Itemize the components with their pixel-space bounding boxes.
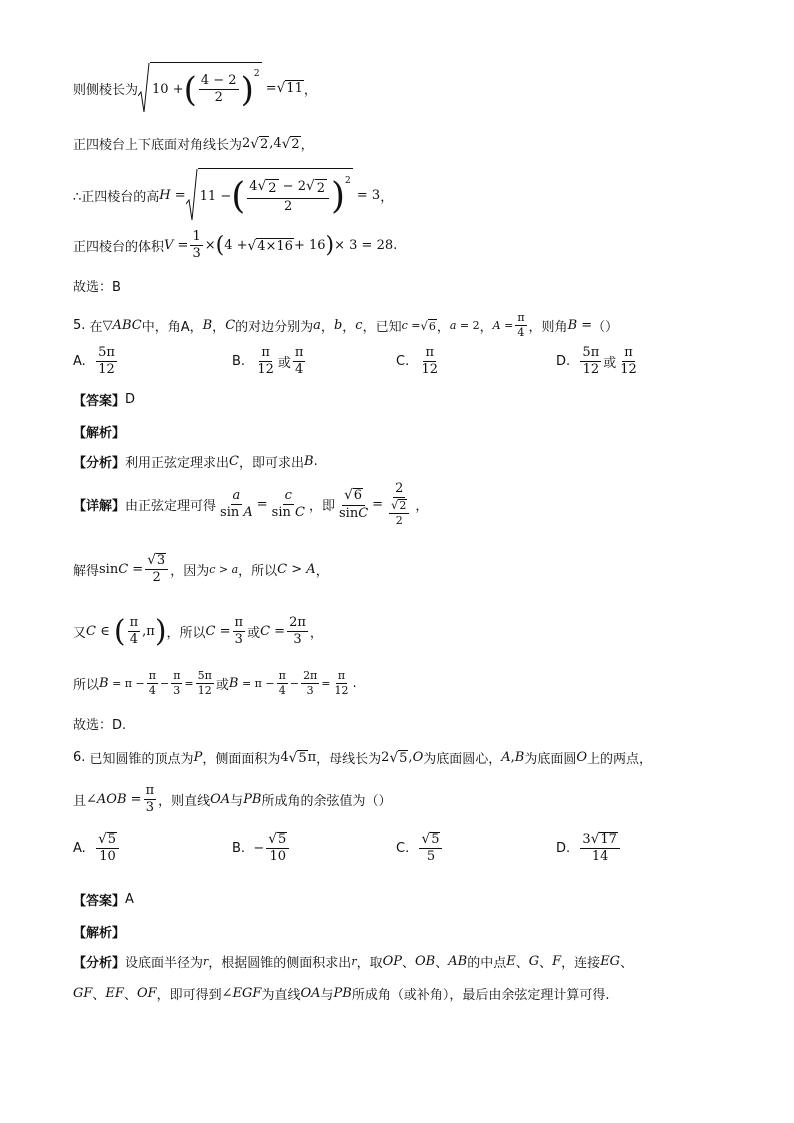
q6-option-b[interactable]: B. − √ 5 10 (232, 832, 291, 865)
solve-5: 解得 sin C = √ 3 2 ，因为 c > a ，所以 C > A ， (73, 552, 329, 586)
q6-option-d[interactable]: D. 3 √ 17 14 (556, 832, 622, 865)
fenxi-6-line1: 【分析】 设底面半径为 r ，根据圆锥的侧面积求出 r ，取 OP 、 OB 、 AB 的中点 E 、 G 、 F ，连接 EG 、 (73, 954, 634, 971)
choose-d: 故选：D. (73, 718, 127, 733)
question-5: 5. 在 ▽ABC 中，角A， B ， C 的对边分别为 a ， b ， c ，已知 c = √ 6 ， a = 2 ， A = $\frac{\pi}{4}$ ，则角 B = （） (73, 311, 619, 340)
also-5: 又 C ∈ ( $\frac{\pi}{4}$ ,π ) ，所以 C = $\frac{\pi}{3}$ 或 C = $\frac{2\pi}{3}$ ， (73, 614, 323, 649)
lateral-edge-line: 则侧棱长为 10 + ( $\frac{4 - 2}{2}$ ) 2 = √ 11 ， (73, 62, 317, 114)
so-5: 所以 B = π − $\frac{\pi}{4}$ − $\frac{\pi}{3}$ = $\frac{5\pi}{12}$ 或 B = π − $\frac{\pi}{4}$ − $\frac{2\pi}{3}$ = $\frac{\pi}{12}$ . (73, 669, 357, 698)
q5-option-b[interactable]: B. $\frac{\pi}{12}$ 或 $\frac{\pi}{4}$ (232, 345, 304, 378)
q5-option-c[interactable]: C. $\frac{\pi}{12}$ (396, 345, 439, 378)
analysis-6-label: 【解析】 (73, 926, 126, 941)
question-6-line2: 且 ∠ AOB = $\frac{\pi}{3}$ ，则直线 OA 与 PB 所成角的余弦值为（） (73, 783, 392, 816)
answer-6: 【答案】 A (73, 892, 134, 909)
question-6-line1: 6. 已知圆锥的顶点为 P ，侧面面积为 4 √ 5 π ，母线长为 2 √ 5 , O 为底面圆心， A , B 为底面圆 O 上的两点， (73, 749, 653, 767)
q5-option-a[interactable]: A. $\frac{5\pi}{12}$ (73, 345, 115, 378)
volume-line: 正四棱台的体积 V = $\frac{1}{3}$ × ( 4 + √ 4×16 + 16 ) × 3 = 28. (73, 229, 398, 262)
analysis-5-label: 【解析】 (73, 426, 126, 441)
diagonal-text: 正四棱台上下底面对角线长为 (73, 138, 243, 153)
fenxi-5: 【分析】 利用正弦定理求出 C ，即可求出 B . (73, 454, 318, 471)
lateral-edge-prefix: 则侧棱长为 (73, 82, 139, 98)
xiangjie-5: 【详解】 由正弦定理可得 $\frac{a}{\text{sin A}}$ = $\frac{c}{\text{sin C}}$ ，即 √ 6 sinC = 2 √ 2 2 ， (73, 481, 429, 528)
choose-b: 故选：B (73, 280, 121, 295)
height-sqrt: 11 − ( 4 √ 2 − 2 √ 2 2 ) 2 (186, 168, 353, 222)
lateral-edge-sqrt: 10 + ( $\frac{4 - 2}{2}$ ) 2 (138, 62, 262, 114)
height-line: ∴正四棱台的高 H = 11 − ( 4 √ 2 − 2 √ 2 2 ) 2 = 3 ， (73, 168, 393, 222)
fenxi-6-line2: GF 、 EF 、 OF ，即可得到 ∠ EGF 为直线 OA 与 PB 所成角（或补角），最后由余弦定理计算可得. (73, 986, 610, 1003)
volume-prefix: 正四棱台的体积 (73, 240, 165, 256)
q6-option-c[interactable]: C. √ 5 5 (396, 832, 444, 865)
height-prefix: ∴正四棱台的高 (73, 189, 160, 205)
answer-5: 【答案】 D (73, 392, 136, 409)
q5-option-d[interactable]: D. $\frac{5\pi}{12}$ 或 $\frac{\pi}{12}$ (556, 345, 637, 378)
diagonal-line: 正四棱台上下底面对角线长为 2 √ 2 ,4 √ 2 ， (73, 135, 314, 153)
q6-option-a[interactable]: A. √ 5 10 (73, 832, 121, 865)
